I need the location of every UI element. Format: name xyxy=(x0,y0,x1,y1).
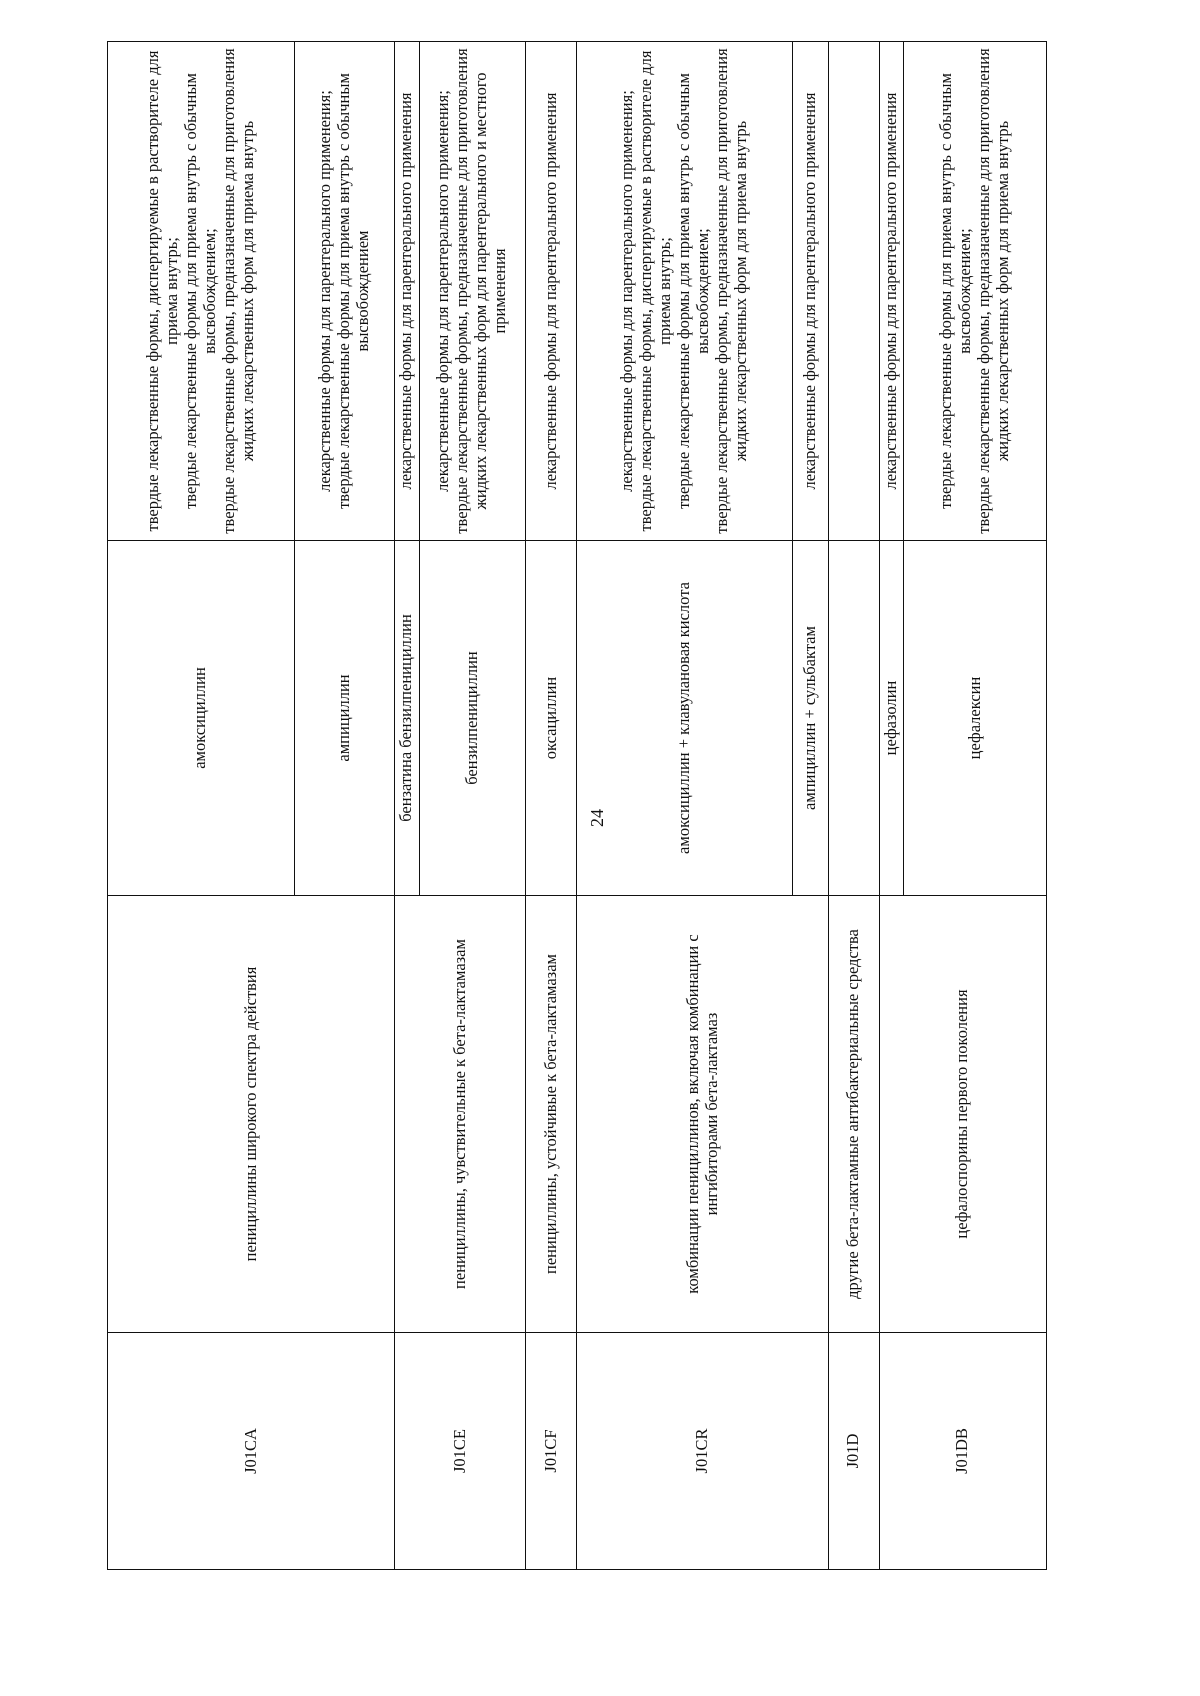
dosage-form-line: твердые лекарственные формы, диспергируемые в растворителе для приема внутрь; xyxy=(142,50,181,532)
atc-group-cell: другие бета-лактамные антибактериальные средства xyxy=(828,896,879,1333)
atc-group-cell: цефалоспорины первого поколения xyxy=(879,896,1046,1333)
drug-table-frame xyxy=(107,42,1047,1570)
table-row xyxy=(577,42,792,1570)
atc-code-cell: J01DB xyxy=(879,1333,1046,1570)
atc-group-cell: пенициллины широкого спектра действия xyxy=(108,896,395,1333)
dosage-form-line: лекарственные формы для парентерального применения; xyxy=(617,90,637,492)
drug-name-cell: оксациллин xyxy=(526,541,577,896)
atc-code-cell: J01CA xyxy=(108,1333,395,1570)
dosage-form-line: твердые лекарственные формы, предназначенные для приготовления жидких лекарственных форм для приема внутрь xyxy=(974,48,1013,534)
atc-code-cell: J01CR xyxy=(577,1333,828,1570)
drug-table-rotated xyxy=(107,42,1047,1570)
dosage-form-line: твердые лекарственные формы для приема внутрь с обычным высвобождением; xyxy=(674,73,713,509)
page-number: 24 xyxy=(587,809,607,827)
dosage-forms-cell xyxy=(879,42,904,541)
dosage-form-line: лекарственные формы для парентерального применения; xyxy=(433,90,453,492)
drug-name-cell: амоксициллин xyxy=(108,541,295,896)
dosage-form-line: твердые лекарственные формы, предназначенные для приготовления жидких лекарственных форм для парентерального и местного применения xyxy=(452,48,510,534)
drug-name-cell: цефазолин xyxy=(879,541,904,896)
atc-group-cell: пенициллины, устойчивые к бета-лактамазам xyxy=(526,896,577,1333)
atc-code-cell: J01CF xyxy=(526,1333,577,1570)
dosage-form-line: твердые лекарственные формы, предназначенные для приготовления жидких лекарственных форм для приема внутрь xyxy=(218,48,257,534)
dosage-form-line: твердые лекарственные формы, предназначенные для приготовления жидких лекарственных форм для приема внутрь xyxy=(712,48,750,534)
dosage-forms-cell xyxy=(792,42,828,541)
drug-name-cell: бензилпенициллин xyxy=(419,541,526,896)
table-row xyxy=(395,42,420,1570)
drug-name-cell xyxy=(828,541,879,896)
table-row xyxy=(828,42,879,1570)
atc-group-cell: комбинации пенициллинов, включая комбинации с ингибиторами бета-лактамаз xyxy=(577,896,828,1333)
dosage-form-line: лекарственные формы для парентерального применения xyxy=(540,92,560,490)
dosage-form-line: лекарственные формы для парентерального применения xyxy=(799,92,819,490)
atc-code-cell: J01CE xyxy=(395,1333,526,1570)
drug-name-cell: бензатина бензилпенициллин xyxy=(395,541,420,896)
table-row xyxy=(108,42,295,1570)
drug-name-cell: амоксициллин + клавулановая кислота xyxy=(577,541,792,896)
dosage-forms-cell xyxy=(294,42,394,541)
table-row xyxy=(879,42,904,1570)
dosage-forms-cell xyxy=(526,42,577,541)
drug-table xyxy=(107,41,1047,1570)
drug-name-cell: ампициллин xyxy=(294,541,394,896)
dosage-forms-cell xyxy=(395,42,420,541)
dosage-form-line: твердые лекарственные формы для приема внутрь с обычным высвобождением; xyxy=(180,73,219,509)
dosage-forms-cell xyxy=(904,42,1047,541)
dosage-forms-cell xyxy=(828,42,879,541)
dosage-form-line: лекарственные формы для парентерального применения; xyxy=(314,90,334,492)
drug-name-cell: ампициллин + сульбактам xyxy=(792,541,828,896)
table-row xyxy=(526,42,577,1570)
atc-group-cell: пенициллины, чувствительные к бета-лактамазам xyxy=(395,896,526,1333)
dosage-form-line: лекарственные формы для парентерального применения xyxy=(396,92,416,490)
dosage-form-line: твердые лекарственные формы, диспергируемые в растворителе для приема внутрь; xyxy=(636,50,675,532)
dosage-forms-cell xyxy=(419,42,526,541)
dosage-form-line: твердые лекарственные формы для приема внутрь с обычным высвобождением; xyxy=(936,73,975,509)
atc-code-cell: J01D xyxy=(828,1333,879,1570)
dosage-forms-cell xyxy=(108,42,295,541)
dosage-form-line: лекарственные формы для парентерального применения xyxy=(881,92,901,490)
dosage-form-line: твердые лекарственные формы для приема внутрь с обычным высвобождением xyxy=(333,73,372,509)
drug-name-cell: цефалексин xyxy=(904,541,1047,896)
dosage-forms-cell xyxy=(577,42,792,541)
